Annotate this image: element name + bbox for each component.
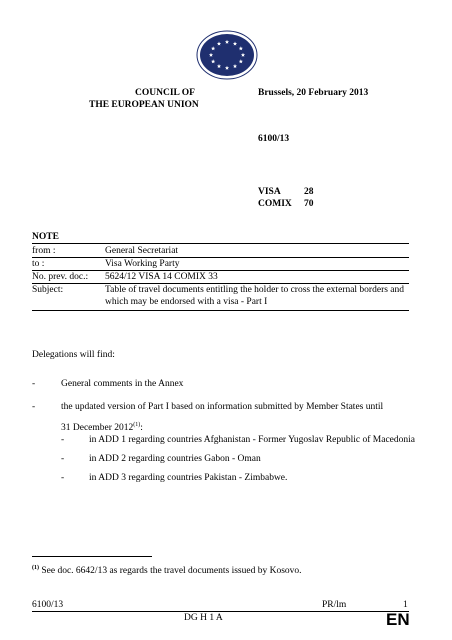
footnote-separator [32, 556, 152, 557]
footer-language: EN [386, 610, 410, 629]
sub-bullet-dash-3: - [61, 473, 65, 483]
note-rule-2 [32, 270, 409, 271]
subject-value-line-2: which may be endorsed with a visa - Part I [105, 297, 268, 307]
bullet-text-2-continued [61, 419, 143, 434]
bullet-text-2-colon: : [140, 423, 143, 434]
note-rule-1 [32, 257, 409, 258]
bullet-text-1: General comments in the Annex [61, 379, 184, 389]
eu-flag-emblem-icon [196, 30, 258, 80]
prev-doc-label: No. prev. doc.: [32, 272, 89, 282]
sub-bullet-text-1: in ADD 1 regarding countries Afghanistan - Former Yugoslav Republic of Macedonia [89, 435, 416, 445]
council-line-1: COUNCIL OF [135, 88, 195, 98]
from-value: General Secretariat [105, 246, 179, 256]
council-line-2: THE EUROPEAN UNION [89, 100, 199, 110]
document-number: 6100/13 [258, 134, 290, 144]
bullet-dash-2: - [32, 402, 36, 412]
footnote [32, 562, 302, 577]
sub-bullet-text-3: in ADD 3 regarding countries Pakistan - Zimbabwe. [89, 473, 288, 483]
sub-bullet-dash-2: - [61, 454, 65, 464]
code-comix-number: 70 [304, 199, 314, 209]
sub-bullet-dash-1: - [61, 435, 65, 445]
bullet-text-2-date: 31 December 2012 [61, 423, 134, 434]
intro-text: Delegations will find: [32, 350, 115, 360]
bullet-dash-1: - [32, 379, 36, 389]
footer-doc-number: 6100/13 [32, 600, 64, 610]
subject-value-line-1: Table of travel documents entitling the holder to cross the external borders and [105, 285, 405, 295]
place-date: Brussels, 20 February 2013 [258, 88, 369, 98]
code-visa-number: 28 [304, 187, 314, 197]
bullet-text-2: the updated version of Part I based on information submitted by Member States until [61, 402, 384, 412]
footer-page-number: 1 [403, 600, 408, 610]
footer-dg: DG H 1 A [184, 613, 223, 623]
note-rule-top [32, 243, 409, 244]
code-comix: COMIX [258, 199, 292, 209]
from-label: from : [32, 246, 56, 256]
code-visa: VISA [258, 187, 281, 197]
subject-label: Subject: [32, 285, 64, 295]
note-heading: NOTE [32, 232, 59, 242]
prev-doc-value: 5624/12 VISA 14 COMIX 33 [105, 272, 218, 282]
footnote-text: See doc. 6642/13 as regards the travel documents issued by Kosovo. [41, 566, 302, 577]
note-rule-bottom [32, 310, 409, 311]
to-value: Visa Working Party [105, 259, 180, 269]
footnote-mark: (1) [32, 565, 39, 571]
footer-initials: PR/lm [322, 600, 347, 610]
footnote-reference: (1) [133, 422, 141, 428]
sub-bullet-text-2: in ADD 2 regarding countries Gabon - Oman [89, 454, 261, 464]
to-label: to : [32, 259, 45, 269]
